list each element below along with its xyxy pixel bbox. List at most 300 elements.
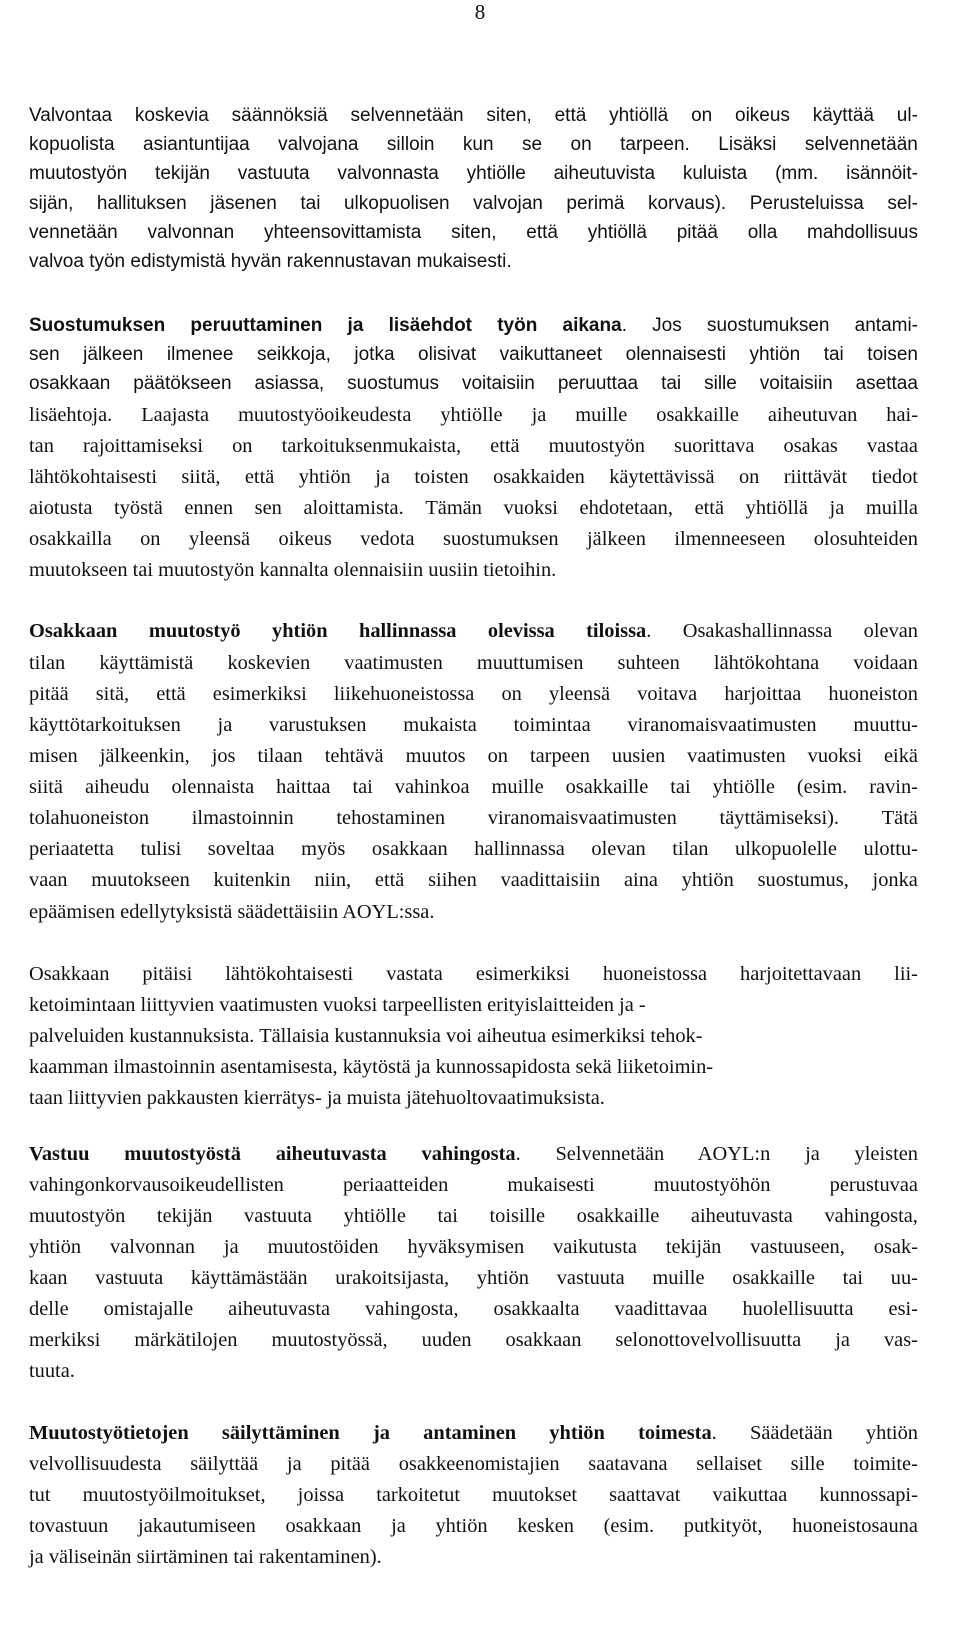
word: olla [747,222,778,243]
text-line: muutokseen tai muutostyön kannalta olennaisiin uusiin tietoihin. [29,559,557,581]
text-line: palveluiden kustannuksista. Tällaisia kustannuksia voi aiheutua esimerkiksi tehok- [29,1025,703,1047]
word: koskevien [227,652,311,674]
word: tan [29,435,54,457]
word: tai [823,344,844,365]
word: aiheudu [84,776,150,798]
word: Laajasta [141,404,210,426]
word: riittävät [783,466,848,488]
word: muutokset [492,1484,578,1506]
word: misen [29,745,78,767]
section-heading: Vastuu muutostyöstä aiheutuvasta vahingosta [29,1143,516,1165]
word: tai [670,776,691,798]
text-line [29,103,918,129]
word: Lisäksi [718,134,777,155]
section-heading: Muutostyötietojen säilyttäminen ja antaminen yhtiön toimesta [29,1422,712,1444]
word: täyttämiseksi). [719,807,840,829]
word: ja [531,404,547,426]
word: osakkailla [29,528,112,550]
text-line [29,1234,918,1260]
word: päätökseen [133,373,232,394]
word: ja [835,1329,850,1351]
word: osakkaan [29,373,111,394]
page-number: 8 [474,0,486,24]
word: on [691,105,713,126]
word: kesken [517,1515,574,1537]
word: yhtiölle [343,1205,406,1227]
word: toisen [867,344,918,365]
word: että [244,466,275,488]
word: esimerkiksi [212,683,307,705]
word: sen [29,344,60,365]
word: säilyttää [190,1453,259,1475]
word: vastuuseen, [750,1236,845,1258]
word: ulkopuolelle [735,838,837,860]
word: vahingosta, [824,1205,918,1227]
text-line: Suostumuksen peruuttaminen ja lisäehdot työn aikana. Jos suostumuksen antami- [29,315,919,336]
word: tut [29,1484,51,1506]
word: harjoitettavaan [740,963,862,985]
word: lii- [894,963,918,985]
word: kunnossapi- [819,1484,918,1506]
word: Tätä [881,807,918,829]
word: vuoksi [503,497,558,519]
text-line: valvoa työn edistymistä hyvän rakennustavan mukaisesti. [29,251,512,272]
word: muutostyön [29,1205,126,1227]
word: muutostyöoikeudesta [238,404,412,426]
word: on [140,528,161,550]
word: toimite- [853,1453,918,1475]
word: yhtiön [749,344,801,365]
word: tolahuoneiston [29,807,150,829]
word: ehdotetaan, [579,497,673,519]
word: yleensä [188,528,251,550]
word: toisten [414,466,469,488]
word: olennaisesti [625,344,726,365]
text-line [29,805,918,831]
word: merkiksi [29,1329,101,1351]
word: valvonnasta [337,163,439,184]
word: yhtiön [298,466,351,488]
word: delle [29,1298,69,1320]
word: huoneiston [828,683,918,705]
word: hyväksymisen [407,1236,525,1258]
word: yhtiön [29,1236,82,1258]
word: muille [652,1267,705,1289]
word: esimerkiksi [475,963,570,985]
word: osakkaille [565,776,649,798]
word: tarpeen. [620,134,690,155]
word: suhteen [617,652,680,674]
word: käyttää [812,105,874,126]
word: pitää [29,683,69,705]
word: tai [352,776,373,798]
word: on [501,683,522,705]
word: ilmastoinnin [191,807,294,829]
word: silloin [386,134,435,155]
word: Valvontaa [29,105,113,126]
word: mukaisesti [507,1174,595,1196]
word: on [487,745,508,767]
word: muutostyön [548,435,645,457]
word: sen [254,497,282,519]
word: säännöksiä [231,105,328,126]
word: muuttumisen [476,652,584,674]
word: vahingonkorvausoikeudellisten [29,1174,284,1196]
word: toisille [489,1205,546,1227]
word: ennen [184,497,234,519]
word: muutokseen [91,869,190,891]
word: mahdollisuus [807,222,918,243]
word: tarkoituksenmukaista, [281,435,462,457]
word: tehtävä [324,745,384,767]
word: osakkaiden [493,466,585,488]
word: perimä [566,193,625,214]
text-line: taan liittyvien pakkausten kierrätys- ja muista jätehuoltovaatimuksista. [29,1087,605,1109]
text-line: tuuta. [29,1360,75,1382]
word: osakkaille [656,404,739,426]
word: valvonnan [110,1236,195,1258]
word: vastuuta [244,1205,312,1227]
word: muutostyössä, [271,1329,388,1351]
word: valvojana [278,134,359,155]
word: selvennetään [804,134,918,155]
word: liikehuoneistossa [333,683,475,705]
word: vastuuta [237,163,310,184]
word: ravin- [869,776,918,798]
word: aiotusta [29,497,93,519]
word: saatavana [588,1453,668,1475]
word: varustuksen [269,714,367,736]
word: toimintaa [513,714,591,736]
word: osakkaille [732,1267,815,1289]
text-line [29,743,918,769]
text-line [29,867,918,893]
word: jakautumiseen [138,1515,256,1537]
word: voitaisiin [461,373,535,394]
word: periaatetta [29,838,114,860]
word: kun [462,134,494,155]
word: hallituksen [96,193,187,214]
word: tekijän [665,1236,722,1258]
word: on [738,466,760,488]
word: ul- [896,105,918,126]
text-line [29,1513,918,1539]
word: sijän, [29,193,74,214]
text-line [29,650,918,676]
word: ilmenneeseen [674,528,786,550]
word: on [570,134,592,155]
word: yhteensovittamista [263,222,422,243]
word: Perusteluissa [749,193,864,214]
text-line [29,191,918,217]
word: aina [623,869,658,891]
word: yhtiölle [440,404,503,426]
word: ja [829,497,845,519]
word: tiedot [871,466,918,488]
word: siten, [451,222,497,243]
word: olevan [591,838,646,860]
word: tai [842,1267,864,1289]
word: valvonnan [147,222,235,243]
text-line [29,836,918,862]
word: vaadittaisiin [500,869,601,891]
word: mukaista [403,714,477,736]
word: käyttämistä [99,652,194,674]
word: Tämän [425,497,482,519]
word: muilla [865,497,918,519]
text-line [29,526,918,552]
word: oikeus [278,528,332,550]
word: jäsenen [210,193,277,214]
word: muuttu- [853,714,918,736]
text-line [29,464,918,490]
word: että [374,869,405,891]
word: harjoittaa [724,683,802,705]
word: käyttämästään [190,1267,308,1289]
word: tai [661,373,682,394]
word: voidaan [853,652,918,674]
word: hai- [886,404,918,426]
section-heading: Suostumuksen peruuttaminen ja lisäehdot työn aikana [29,315,622,336]
word: ja [217,714,233,736]
word: vastuuta [556,1267,625,1289]
text-line [29,1451,918,1477]
word: lisäehtoja. [29,404,113,426]
text-line: ja väliseinän siirtäminen tai rakentaminen). [29,1546,382,1568]
word: käytettävissä [609,466,715,488]
word: että [694,497,725,519]
word: yleensä [548,683,611,705]
word: omistajalle [103,1298,194,1320]
word: muutostöiden [267,1236,379,1258]
word: osakkaalta [493,1298,580,1320]
word: vaikuttaneet [499,344,603,365]
word: ja [375,466,390,488]
text-line [29,774,918,800]
word: ulkopuolisen [343,193,450,214]
word: kuluista [682,163,748,184]
word: yhtiön [476,1267,529,1289]
word: jonka [872,869,918,891]
text-line: epäämisen edellytyksistä säädettäisiin AOYL:ssa. [29,901,435,923]
word: selonottovelvollisuutta [615,1329,802,1351]
text-line: ketoimintaan liittyvien vaatimusten vuoksi tarpeellisten erityislaitteiden ja - [29,994,646,1016]
word: aloittamista. [303,497,404,519]
word: suorittava [674,435,755,457]
word: myös [301,838,346,860]
word: joissa [297,1484,345,1506]
word: sellaiset [696,1453,762,1475]
word: uusien [611,745,666,767]
word: ja [223,1236,239,1258]
word: seikkoja, [256,344,331,365]
word: oikeus [735,105,790,126]
word: vuoksi [807,745,863,767]
word: että [554,105,587,126]
word: (mm. [775,163,819,184]
word: vedota [360,528,415,550]
word: työstä [114,497,163,519]
word: tilan [672,838,709,860]
word: yhtiöllä [587,222,647,243]
word: korvaus). [648,193,727,214]
word: yhtiöllä [609,105,669,126]
word: (esim. [603,1515,655,1537]
word: (esim. [796,776,848,798]
word: tilan [29,652,66,674]
text-line [29,1296,918,1322]
word: suostumus [347,373,440,394]
word: yhtiölle [712,776,775,798]
word: olennaista [171,776,255,798]
word: vaikutusta [553,1236,637,1258]
word: sel- [887,193,918,214]
word: vaatimusten [344,652,443,674]
word: osakkaan [285,1515,362,1537]
text-line [29,433,918,459]
text-line: Muutostyötietojen säilyttäminen ja antaminen yhtiön toimesta. Säädetään yhtiön [29,1422,918,1444]
word: tarkoitetut [376,1484,460,1506]
text-line [29,161,918,187]
section-heading: Osakkaan muutostyö yhtiön hallinnassa olevissa tiloissa [29,620,647,642]
word: olosuhteiden [813,528,918,550]
word: peruuttaa [557,373,639,394]
word: yhtiöllä [745,497,808,519]
word: saattavat [609,1484,681,1506]
word: tarpeen [529,745,590,767]
word: kuitenkin [213,869,291,891]
word: osakkaan [505,1329,582,1351]
word: muutostyöilmoitukset, [82,1484,266,1506]
word: tulisi [140,838,182,860]
word: pitää [676,222,718,243]
word: jälkeenkin, [99,745,190,767]
word: yhtiölle [466,163,526,184]
word: ilmenee [166,344,234,365]
word: sille [790,1453,825,1475]
word: vas- [883,1329,918,1351]
word: rajoittamiseksi [82,435,204,457]
word: ja [391,1515,406,1537]
word: siihen [428,869,477,891]
word: huoneistossa [602,963,708,985]
word: niin, [314,869,352,891]
word: ulottu- [863,838,918,860]
word: kopuolista [29,134,115,155]
word: muille [575,404,628,426]
word: hallinnassa [474,838,565,860]
word: tehostaminen [336,807,446,829]
word: suostumus, [757,869,849,891]
word: osakkaille [576,1205,660,1227]
word: suostumuksen [443,528,559,550]
word: uuden [421,1329,472,1351]
word: aiheutuvista [553,163,656,184]
text-line [29,961,918,987]
word: voitava [637,683,698,705]
text-line [29,681,918,707]
word: vastaa [866,435,918,457]
word: että [490,435,520,457]
word: putkityöt, [683,1515,763,1537]
word: tekijän [155,163,210,184]
word: on [232,435,253,457]
word: että [156,683,186,705]
word: tekijän [156,1205,213,1227]
word: osakas [783,435,838,457]
word: sille [704,373,737,394]
word: urakoitsijasta, [335,1267,450,1289]
text-line [29,220,918,246]
word: osak- [873,1236,918,1258]
word: yhtiön [435,1515,488,1537]
word: käyttötarkoituksen [29,714,181,736]
text-line [29,712,918,738]
word: voitaisiin [759,373,833,394]
word: jotka [354,344,395,365]
word: ja [286,1453,302,1475]
word: viranomaisvaatimusten [627,714,817,736]
word: muutostyön [29,163,128,184]
word: isännöit- [846,163,918,184]
word: se [521,134,543,155]
text-line [29,495,918,521]
word: aiheutuvan [767,404,858,426]
word: haittaa [276,776,331,798]
word: viranomaisvaatimusten [487,807,677,829]
text-line: Vastuu muutostyöstä aiheutuvasta vahingosta. Selvennetään AOYL:n ja yleisten [29,1143,918,1165]
word: osakkaan [371,838,448,860]
word: asettaa [855,373,918,394]
word: vaadittavaa [614,1298,708,1320]
word: valvojan [473,193,543,214]
word: vaan [29,869,68,891]
word: kaan [29,1267,68,1289]
text-line [29,1327,918,1353]
word: koskevia [134,105,209,126]
word: olisivat [418,344,477,365]
word: vahinkoa [394,776,470,798]
word: vastuuta [95,1267,164,1289]
word: sitä, [95,683,130,705]
word: osakkeenomistajien [398,1453,560,1475]
word: että [526,222,558,243]
word: vaikuttaa [712,1484,788,1506]
word: aiheutuvasta [228,1298,331,1320]
word: Osakkaan [29,963,110,985]
word: pitää [330,1453,370,1475]
text-line [29,371,918,397]
word: tovastuun [29,1515,109,1537]
word: jälkeen [83,344,144,365]
word: tai [437,1205,458,1227]
word: aiheutuvasta [690,1205,793,1227]
word: siitä [29,776,63,798]
word: eikä [883,745,918,767]
word: tai [300,193,321,214]
word: vahingosta, [365,1298,459,1320]
word: vaatimusten [687,745,786,767]
text-line [29,1172,918,1198]
word: asiantuntijaa [143,134,250,155]
word: velvollisuudesta [29,1453,162,1475]
word: siten, [486,105,532,126]
word: uu- [890,1267,918,1289]
word: vennetään [29,222,118,243]
word: esi- [888,1298,918,1320]
word: perustuvaa [829,1174,918,1196]
word: lähtökohtana [713,652,820,674]
